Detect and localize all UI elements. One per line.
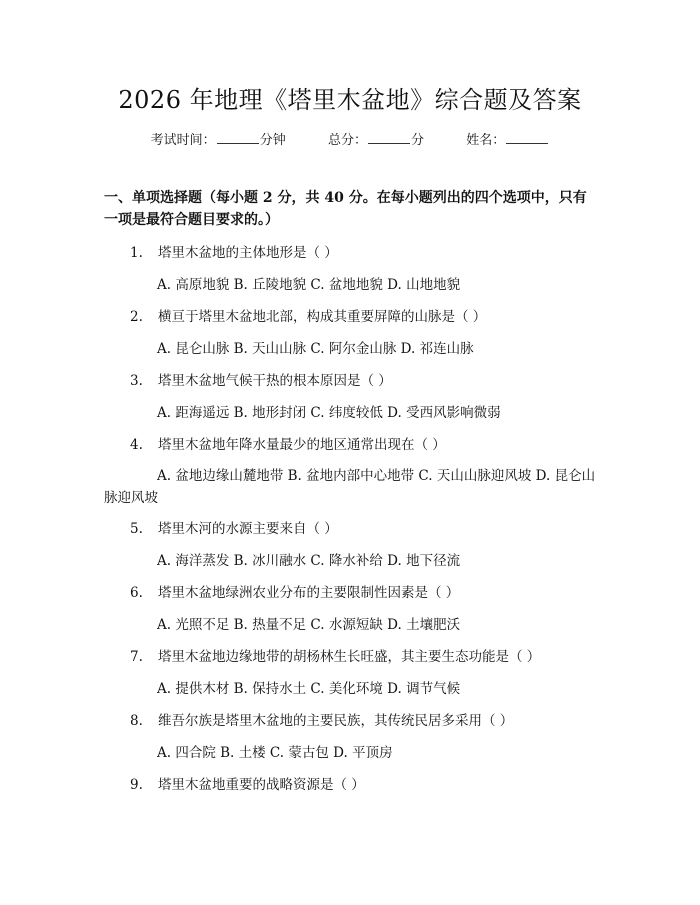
question-3-options: A. 距海遥远 B. 地形封闭 C. 纬度较低 D. 受西风影响微弱 bbox=[157, 405, 501, 421]
time-unit: 分钟 bbox=[259, 133, 286, 148]
question-text: 塔里木盆地边缘地带的胡杨林生长旺盛，其主要生态功能是（ ） bbox=[158, 649, 541, 665]
question-text: 塔里木盆地绿洲农业分布的主要限制性因素是（ ） bbox=[158, 585, 460, 601]
question-text: 塔里木盆地的主体地形是（ ） bbox=[158, 245, 338, 261]
question-7-options: A. 提供木材 B. 保持水土 C. 美化环境 D. 调节气候 bbox=[157, 681, 461, 697]
exam-meta-line bbox=[0, 131, 700, 151]
question-number: 6. bbox=[130, 585, 143, 601]
question-number: 5. bbox=[130, 521, 143, 537]
question-5-options: A. 海洋蒸发 B. 冰川融水 C. 降水补给 D. 地下径流 bbox=[157, 553, 461, 569]
question-1 bbox=[130, 243, 338, 263]
question-text: 塔里木河的水源主要来自（ ） bbox=[158, 521, 338, 537]
question-number: 3. bbox=[130, 373, 143, 389]
question-number: 2. bbox=[130, 309, 143, 325]
time-blank bbox=[217, 131, 259, 144]
question-7 bbox=[130, 647, 540, 667]
question-9 bbox=[130, 775, 365, 795]
question-1-options: A. 高原地貌 B. 丘陵地貌 C. 盆地地貌 D. 山地地貌 bbox=[157, 277, 461, 293]
question-4-options: A. 盆地边缘山麓地带 B. 盆地内部中心地带 C. 天山山脉迎风坡 D. 昆仑山脉迎风坡 bbox=[104, 468, 596, 506]
name-label: 姓名： bbox=[466, 133, 506, 148]
question-2-options: A. 昆仑山脉 B. 天山山脉 C. 阿尔金山脉 D. 祁连山脉 bbox=[157, 341, 474, 357]
question-text: 塔里木盆地年降水量最少的地区通常出现在（ ） bbox=[158, 437, 446, 453]
question-text: 维吾尔族是塔里木盆地的主要民族，其传统民居多采用（ ） bbox=[158, 713, 514, 729]
question-text: 塔里木盆地气候干热的根本原因是（ ） bbox=[158, 373, 392, 389]
question-3 bbox=[130, 371, 392, 391]
question-text: 横亘于塔里木盆地北部，构成其重要屏障的山脉是（ ） bbox=[158, 309, 487, 325]
score-blank bbox=[368, 131, 410, 144]
time-label: 考试时间： bbox=[150, 133, 216, 148]
question-number: 7. bbox=[130, 649, 143, 665]
question-2 bbox=[130, 307, 486, 327]
question-number: 9. bbox=[130, 777, 143, 793]
question-6 bbox=[130, 583, 459, 603]
question-4 bbox=[130, 435, 446, 455]
question-number: 4. bbox=[130, 437, 143, 453]
score-label: 总分： bbox=[327, 133, 367, 148]
question-text: 塔里木盆地重要的战略资源是（ ） bbox=[158, 777, 365, 793]
question-5 bbox=[130, 519, 338, 539]
question-number: 8. bbox=[130, 713, 143, 729]
question-8-options: A. 四合院 B. 土楼 C. 蒙古包 D. 平顶房 bbox=[157, 745, 393, 761]
page-title: 2026 年地理《塔里木盆地》综合题及答案 bbox=[118, 86, 582, 114]
section-heading: 一、单项选择题（每小题 2 分，共 40 分。在每小题列出的四个选项中，只有一项是最符合题目要求的。） bbox=[104, 190, 587, 228]
question-number: 1. bbox=[130, 245, 143, 261]
question-8 bbox=[130, 711, 513, 731]
name-blank bbox=[506, 131, 548, 144]
question-6-options: A. 光照不足 B. 热量不足 C. 水源短缺 D. 土壤肥沃 bbox=[157, 617, 461, 633]
score-unit: 分 bbox=[411, 133, 425, 148]
